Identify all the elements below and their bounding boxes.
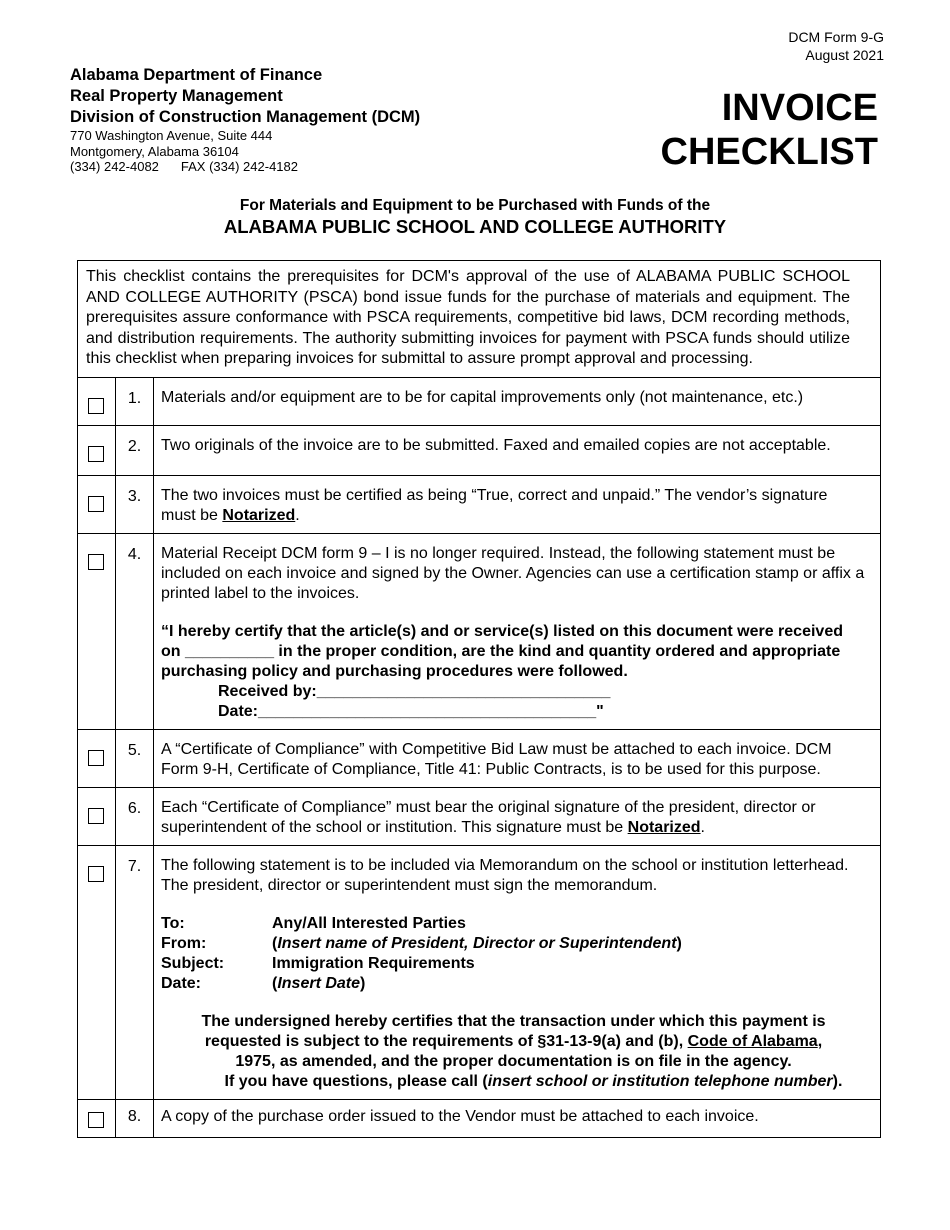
page-title: [661, 86, 878, 174]
checklist-row: [78, 1100, 880, 1137]
item-2-checkbox[interactable]: [88, 446, 104, 462]
cert-phone-placeholder: insert school or institution telephone number: [487, 1073, 833, 1090]
item-text: [154, 788, 881, 846]
item-text: [154, 846, 881, 1100]
title-line2: CHECKLIST: [660, 131, 878, 173]
checklist-row: [78, 378, 880, 426]
memo-from-field: (Insert name of President, Director or Superintendent): [272, 935, 682, 952]
memo-date-value: Insert Date: [277, 975, 361, 992]
subtitle-line1: For Materials and Equipment to be Purchased with Funds of the: [239, 197, 711, 214]
memo-block: [161, 914, 866, 994]
item-6-checkbox[interactable]: [88, 808, 104, 824]
item-number: 8.: [116, 1100, 154, 1137]
memo-to-value: Any/All Interested Parties: [272, 915, 466, 932]
agency-fax: FAX (334) 242-4182: [180, 159, 298, 174]
agency-line2: Real Property Management: [70, 87, 283, 105]
item-text: Materials and/or equipment are to be for capital improvements only (not maintenance, etc.): [161, 388, 804, 406]
item-4-checkbox[interactable]: [88, 554, 104, 570]
checklist-row: [78, 846, 880, 1100]
certification-block: [161, 1012, 866, 1092]
item-1-checkbox[interactable]: [88, 398, 104, 414]
item-number: 3.: [116, 476, 154, 534]
item-text: A “Certificate of Compliance” with Competitive Bid Law must be attached to each invoice. DCM Form 9-H, Certificate of Compliance, Title 41: Public Contracts, is to be used for this purpose.: [154, 730, 881, 788]
item-8-checkbox[interactable]: [88, 1112, 104, 1128]
checklist-table: [78, 378, 880, 1137]
form-date: August 2021: [805, 47, 884, 63]
received-by-line[interactable]: Received by:_________________________________: [218, 683, 611, 700]
item-7-text: The following statement is to be included via Memorandum on the school or institution letterhead. The president, director or superintendent must sign the memorandum.: [161, 857, 849, 894]
item-number: 1.: [116, 378, 154, 426]
checklist-row: [78, 534, 880, 730]
agency-line3: Division of Construction Management (DCM): [70, 108, 421, 126]
memo-date-label: Date:: [161, 975, 202, 992]
item-6-text: Each “Certificate of Compliance” must bear the original signature of the president, director or superintendent of the school or institution. This signature must be: [161, 799, 816, 836]
item-3-end: .: [295, 507, 300, 524]
memo-subject-label: Subject:: [161, 955, 225, 972]
form-id: [788, 28, 884, 64]
notarized-emphasis: Notarized: [222, 507, 296, 524]
item-5-checkbox[interactable]: [88, 750, 104, 766]
item-number: 7.: [116, 846, 154, 1100]
item-number: 4.: [116, 534, 154, 730]
agency-line1: Alabama Department of Finance: [70, 66, 323, 84]
cert-line2: requested is subject to the requirements of §31-13-9(a) and (b), Code of Alabama,: [204, 1033, 823, 1050]
date-line[interactable]: Date:______________________________________": [218, 703, 604, 720]
checklist-box: [77, 260, 881, 1138]
cert-line1: The undersigned hereby certifies that the transaction under which this payment is: [201, 1013, 826, 1030]
checklist-row: [78, 730, 880, 788]
cert-line4: If you have questions, please call (insert school or institution telephone number).: [224, 1073, 843, 1090]
item-3-text: The two invoices must be certified as being “True, correct and unpaid.” The vendor’s signature must be: [161, 487, 828, 524]
agency-header: [70, 65, 420, 175]
cert-line3: 1975, as amended, and the proper documentation is on file in the agency.: [235, 1053, 792, 1070]
subtitle-line2: ALABAMA PUBLIC SCHOOL AND COLLEGE AUTHORITY: [223, 216, 727, 237]
memo-subject-value: Immigration Requirements: [272, 955, 475, 972]
memo-from-value: Insert name of President, Director or Superintendent: [277, 935, 677, 952]
code-of-alabama: Code of Alabama: [687, 1033, 818, 1050]
agency-phone: (334) 242-4082: [70, 159, 159, 174]
agency-address1: 770 Washington Avenue, Suite 444: [70, 128, 273, 143]
item-text: [154, 534, 881, 730]
notarized-emphasis: Notarized: [627, 819, 701, 836]
memo-date-field: (Insert Date): [272, 975, 366, 992]
checklist-row: [78, 788, 880, 846]
agency-contact: [70, 159, 420, 175]
item-3-checkbox[interactable]: [88, 496, 104, 512]
checklist-row: [78, 426, 880, 476]
certification-statement: “I hereby certify that the article(s) and or service(s) listed on this document were received on __________ in the proper condition, are the kind and quantity ordered and appropriate purchasing policy and purchasing procedures were followed.: [161, 623, 843, 680]
title-line1: INVOICE: [721, 87, 878, 129]
item-number: 6.: [116, 788, 154, 846]
intro-paragraph: This checklist contains the prerequisites for DCM's approval of the use of ALABAMA PUBLIC SCHOOL AND COLLEGE AUTHORITY (PSCA) bond issue funds for the purchase of materials and equipment. The prerequisites assure conformance with PSCA requirements, competitive bid laws, DCM recording methods, and distribution requirements. The authority submitting invoices for payment with PSCA funds should utilize this checklist when preparing invoices for submittal to assure prompt approval and processing.: [78, 261, 880, 378]
item-4-text: Material Receipt DCM form 9 – I is no longer required. Instead, the following statement must be included on each invoice and signed by the Owner. Agencies can use a certification stamp or affix a printed label to the invoices.: [161, 545, 865, 602]
memo-to-label: To:: [161, 915, 185, 932]
item-number: 5.: [116, 730, 154, 788]
memo-from-label: From:: [161, 935, 207, 952]
item-text: A copy of the purchase order issued to the Vendor must be attached to each invoice.: [154, 1100, 881, 1137]
item-text: Two originals of the invoice are to be submitted. Faxed and emailed copies are not acceptable.: [154, 426, 881, 476]
agency-address2: Montgomery, Alabama 36104: [70, 143, 239, 159]
checklist-row: [78, 476, 880, 534]
item-text: [154, 476, 881, 534]
item-6-end: .: [700, 819, 705, 836]
item-number: 2.: [116, 426, 154, 476]
form-number: DCM Form 9-G: [788, 29, 884, 45]
item-7-checkbox[interactable]: [88, 866, 104, 882]
